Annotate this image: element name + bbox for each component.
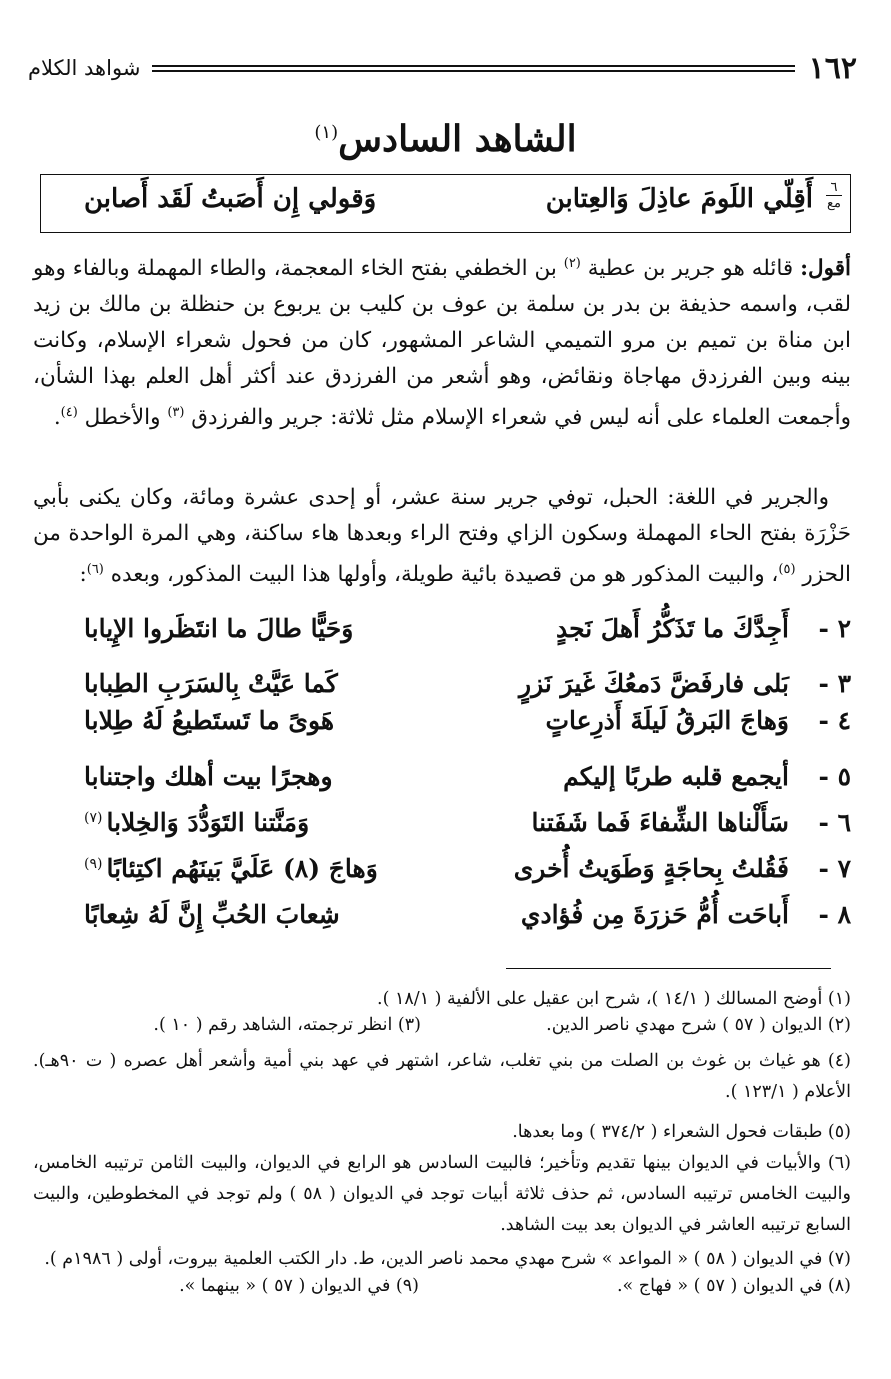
footnote-ref-5: (٥) [778, 562, 796, 577]
verse-second-text: وَمَنَّتنا التَوَدُّدَ وَالخِلابا [106, 808, 310, 837]
running-header [28, 48, 857, 88]
verse-second-half [84, 614, 353, 643]
running-title: شواهد الكلام [28, 56, 141, 80]
commentary-text: والأخطل [77, 405, 168, 431]
header-rule [152, 65, 794, 72]
verse-second-half [84, 808, 309, 837]
commentary-text: ، والبيت المذكور هو من قصيدة بائية طويلة، وأولها هذا البيت المذكور، وبعده [103, 562, 779, 588]
footnote-ref-3: (٣) [167, 405, 185, 421]
footnote-ref-9: (٩) [84, 855, 103, 872]
verse-first-half: بَلى فارفَضَّ دَمعُكَ غَيرَ نَزرٍ [519, 669, 789, 698]
verse-second-half [84, 900, 340, 929]
verse-number: ٨ - [818, 900, 851, 929]
poem-verse [60, 854, 851, 902]
verse-second-text: شِعابَ الحُبِّ إِنَّ لَهُ شِعابًا [84, 900, 340, 929]
verse-first-half: فَقُلتُ بِحاجَةٍ وَطَوَيتُ أُخرى [513, 854, 789, 883]
commentary-text: : [79, 562, 87, 588]
key-verse-second-half: وَقولي إِن أَصَبتُ لَقَد أَصابن [84, 184, 377, 214]
commentary-text: . [53, 405, 61, 431]
verse-second-text: وَهاجَ (٨) عَلَيَّ بَينَهُم اكتِئابًا [106, 854, 378, 883]
verse-number: ٦ - [818, 808, 851, 837]
verse-number: ٧ - [818, 854, 851, 883]
commentary-text: والجرير في اللغة: الحبل، توفي جرير سنة عشر، أو إحدى عشرة ومائة، وكان يكنى بأبي حَزْرَة بفتح الحاء المهملة وسكون الزاي وفتح الراء وبعدها هاء ساكنة، وهي المرة الواحدة من الحزر [33, 485, 851, 588]
verse-number: ٤ - [818, 706, 851, 735]
poem-verse [60, 706, 851, 754]
verse-second-half [84, 706, 334, 735]
poem-verse [60, 762, 851, 810]
section-title-note: (١) [314, 122, 339, 143]
verse-second-text: وهجرًا بيت أهلك واجتنابا [84, 762, 333, 791]
verse-first-half: أَجِدَّكَ ما تَذَكُّرُ أَهلَ نَجدٍ [555, 614, 789, 643]
footnote-ref-6: (٦) [86, 562, 104, 577]
footnote-6: (٦) والأبيات في الديوان بينها تقديم وتأخير؛ فالبيت السادس هو الرابع في الديوان، والبيت الثامن ترتيبه الخامس، والبيت الخامس ترتيبه السادس، ثم حذف ثلاثة أبيات توجد في الديوان ( ٥٨ ) ولم توجد في المخطوطين، والبيت السابع ترتيبه العاشر في الديوان بعد بيت الشاهد. [33, 1153, 851, 1235]
verse-first-half: أَباحَت أُمُّ حَزرَةَ مِن فُؤادي [520, 900, 789, 929]
verse-second-half [84, 669, 338, 698]
verse-frame-bottom-rule [40, 232, 851, 233]
footnote-1: (١) أوضح المسالك ( ١٤/١ )، شرح ابن عقيل على الألفية ( ١٨/١ ). [377, 989, 851, 1009]
verse-meter-mark [823, 180, 845, 211]
verse-first-half: وَهاجَ البَرقُ لَيلَةَ أَذرِعاتٍ [545, 706, 789, 735]
verse-first-half: أيجمع قلبه طربًا إليكم [563, 762, 789, 791]
verse-second-half [84, 854, 378, 883]
verse-frame-left-rule [40, 174, 41, 232]
footnote-ref-4: (٤) [60, 405, 78, 421]
verse-meter: مع [827, 196, 841, 211]
commentary-text: قائله هو جرير بن عطية [580, 256, 801, 282]
poem-verse [60, 614, 851, 662]
footnote-7: (٧) في الديوان ( ٥٨ ) « المواعد » شرح مهدي محمد ناصر الدين، ط. دار الكتب العلمية بيروت، أولى ( ١٩٨٦م ). [44, 1249, 851, 1269]
footnote-ref-2: (٢) [563, 256, 581, 271]
verse-second-text: وَحَيًّا طالَ ما انتَظَروا الإِيابا [84, 614, 354, 643]
verse-second-text: كَما عَيَّتْ بِالسَرَبِ الطِبابا [84, 669, 338, 698]
footnote-ref-7: (٧) [84, 809, 103, 826]
footnote-9: (٩) في الديوان ( ٥٧ ) « بينهما ». [179, 1276, 419, 1296]
footnote-4: (٤) هو غياث بن غوث بن الصلت من بني تغلب، شاعر، اشتهر في عهد بني أمية وأشعر أهل عصره ( ت ٩٠هـ). الأعلام ( ١٢٣/١ ). [33, 1051, 851, 1102]
section-title [0, 118, 891, 160]
commentary-paragraph-1 [33, 246, 851, 436]
verse-frame-right-rule [850, 174, 851, 232]
footnote-separator [506, 968, 831, 969]
commentary-paragraph-2 [33, 480, 851, 593]
key-verse-first-half: أَقِلّي اللَومَ عاذِلَ وَالعِتابن [545, 184, 813, 214]
section-title-text: الشاهد السادس [338, 118, 577, 160]
verse-number: ٢ - [818, 614, 851, 643]
footnote-3: (٣) انظر ترجمته، الشاهد رقم ( ١٠ ). [153, 1015, 421, 1035]
verse-frame-top-rule [40, 174, 851, 175]
poem-verse [60, 900, 851, 948]
footnote-2: (٢) الديوان ( ٥٧ ) شرح مهدي ناصر الدين. [546, 1015, 851, 1035]
page-number: ١٦٢ [808, 50, 857, 86]
poem-verse [60, 808, 851, 856]
footnote-8: (٨) في الديوان ( ٥٧ ) « فهاج ». [616, 1276, 851, 1296]
verse-number: ٦ [830, 180, 838, 195]
verse-second-text: هَوىً ما تَستَطيعُ لَهُ طِلابا [84, 706, 335, 735]
verse-number: ٣ - [818, 669, 851, 698]
verse-first-half: سَأَلْناها الشِّفاءَ فَما شَفَتنا [531, 808, 789, 837]
commentary-text: بن الخطفي بفتح الخاء المعجمة، والطاء المهملة وبالفاء وهو لقب، واسمه حذيفة بن بدر بن سلمة بن عوف بن كليب بن يربوع بن حنظلة بن مالك بن زيد ابن مناة بن تميم بن مرو التميمي الشاعر المشهور، كان من فحول شعراء الإسلام، وكانت بينه وبين الفرزدق مهاجاة ونقائض، وهو أشعر من الفرزدق عند أكثر أهل العلم بهذا الشأن، وأجمعت العلماء على أنه ليس في شعراء الإسلام مثل ثلاثة: جرير والفرزدق [33, 256, 851, 431]
verse-second-half [84, 762, 333, 791]
footnote-5: (٥) طبقات فحول الشعراء ( ٣٧٤/٢ ) وما بعدها. [512, 1122, 851, 1142]
verse-number: ٥ - [818, 762, 851, 791]
commentary-lead: أقول: [800, 256, 851, 282]
